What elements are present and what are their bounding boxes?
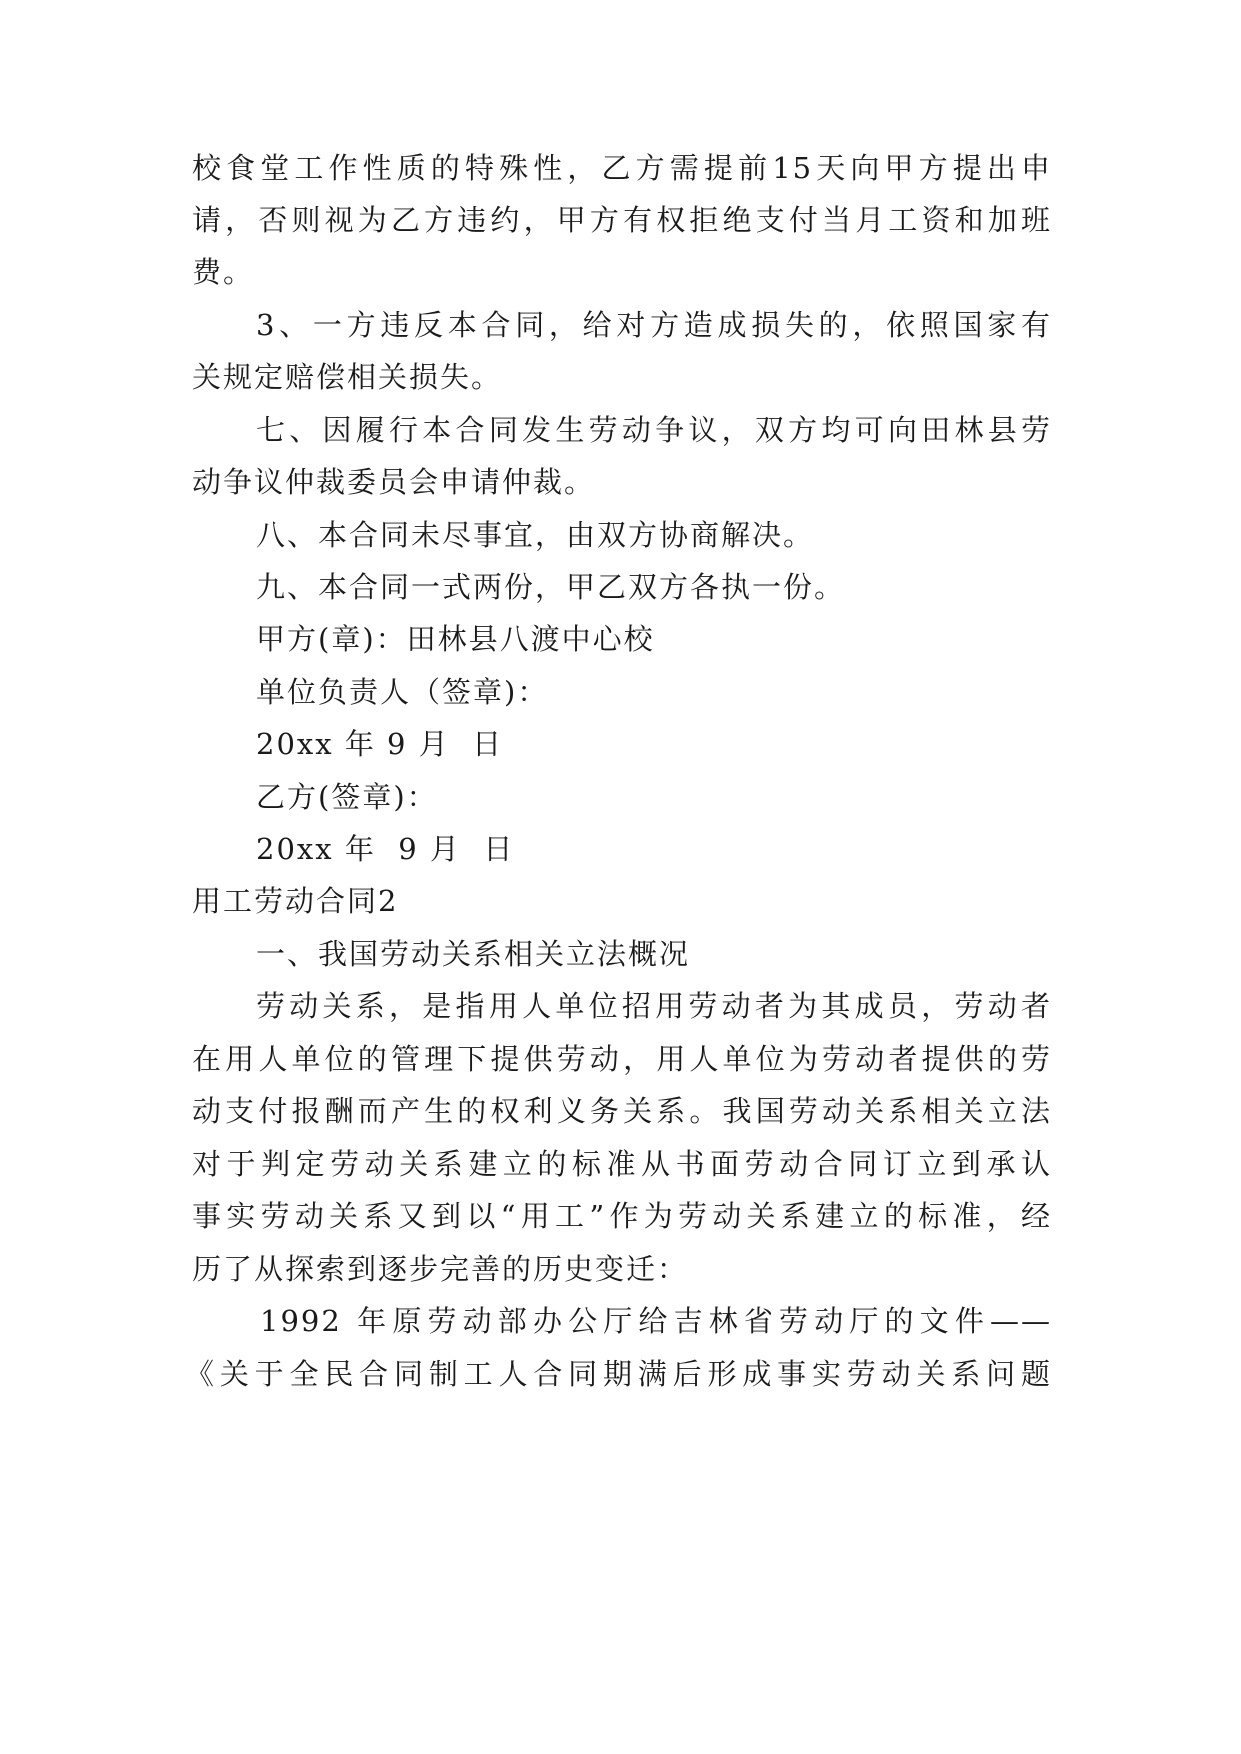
text-line: 《关于全民合同制工人合同期满后形成事实劳动关系问题 [185, 1357, 1052, 1391]
text-line: 历了从探索到逐步完善的历史变迁： [192, 1252, 689, 1286]
text-line: 八、本合同未尽事宜，由双方协商解决。 [256, 518, 815, 552]
text-line: 七、因履行本合同发生劳动争议，双方均可向田林县劳 [256, 413, 1052, 447]
text-line: 对于判定劳动关系建立的标准从书面劳动合同订立到承认 [192, 1147, 1052, 1181]
text-line: 费。 [192, 255, 255, 289]
text-line: 校食堂工作性质的特殊性，乙方需提前15天向甲方提出申 [192, 151, 1052, 185]
signature-party-a-representative: 单位负责人（签章)： [256, 675, 549, 709]
text-line: 请，否则视为乙方违约，甲方有权拒绝支付当月工资和加班 [192, 203, 1052, 237]
text-line: 动争议仲裁委员会申请仲裁。 [192, 465, 596, 499]
text-line: 劳动关系，是指用人单位招用劳动者为其成员，劳动者 [256, 989, 1052, 1023]
text-line: 动支付报酬而产生的权利义务关系。我国劳动关系相关立法 [192, 1094, 1052, 1128]
section-title: 用工劳动合同2 [192, 884, 399, 918]
text-line: 事实劳动关系又到以“用工”作为劳动关系建立的标准，经 [192, 1199, 1052, 1233]
text-line: 关规定赔偿相关损失。 [192, 360, 503, 394]
text-line: 3、一方违反本合同，给对方造成损失的，依照国家有 [256, 308, 1052, 342]
signature-party-a: 甲方(章)：田林县八渡中心校 [256, 622, 655, 656]
text-line: 九、本合同一式两份，甲乙双方各执一份。 [256, 570, 846, 604]
text-line: 在用人单位的管理下提供劳动，用人单位为劳动者提供的劳 [192, 1042, 1052, 1076]
signature-party-b-date: 20xx 年 9 月 日 [256, 832, 515, 866]
section-heading: 一、我国劳动关系相关立法概况 [256, 937, 691, 971]
text-line: 1992 年原劳动部办公厅给吉林省劳动厅的文件—— [260, 1304, 1052, 1338]
signature-party-a-date: 20xx 年 9 月 日 [256, 727, 504, 761]
signature-party-b: 乙方(签章)： [256, 780, 438, 814]
